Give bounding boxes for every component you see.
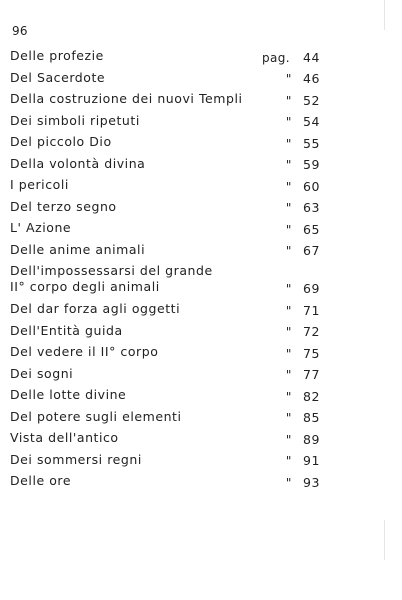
toc-page-number: 60 bbox=[302, 178, 320, 194]
toc-entry-title: Vista dell'antico bbox=[10, 430, 119, 445]
toc-entry bbox=[10, 263, 320, 301]
toc-entry-title: Delle anime animali bbox=[10, 241, 146, 257]
toc-page-number: 75 bbox=[302, 345, 320, 361]
toc-ditto-mark: " bbox=[285, 72, 292, 86]
toc-entry bbox=[10, 409, 320, 431]
toc-entry bbox=[10, 301, 320, 323]
toc-page-number: 72 bbox=[302, 324, 320, 339]
toc-page-number: 63 bbox=[302, 200, 320, 215]
page-number: 96 bbox=[12, 24, 28, 38]
toc-entry-title: Del terzo segno bbox=[10, 198, 117, 214]
toc-entry-title: I pericoli bbox=[10, 177, 69, 192]
toc-entry bbox=[10, 48, 320, 70]
toc-ditto-mark: " bbox=[285, 201, 292, 215]
toc-page-number: 82 bbox=[302, 388, 320, 404]
toc-entry-title: Dei sommersi regni bbox=[10, 451, 142, 467]
toc-ditto-mark: " bbox=[285, 346, 292, 361]
toc-page-number: 52 bbox=[302, 92, 320, 108]
toc-entry-title: Delle lotte divine bbox=[10, 387, 127, 402]
table-of-contents bbox=[10, 48, 320, 495]
scan-margin-line bbox=[384, 520, 385, 560]
toc-ditto-mark: " bbox=[285, 389, 292, 404]
toc-entry bbox=[10, 70, 320, 92]
toc-ditto-mark: " bbox=[285, 115, 292, 129]
toc-ditto-mark: " bbox=[285, 158, 292, 172]
toc-entry-title: Della volontà divina bbox=[10, 155, 146, 171]
toc-entry bbox=[10, 242, 320, 264]
toc-page-number: 59 bbox=[302, 157, 320, 172]
toc-entry bbox=[10, 91, 320, 113]
toc-entry-title: Dell'Entità guida bbox=[10, 322, 123, 338]
scan-margin-line bbox=[384, 0, 385, 30]
toc-entry bbox=[10, 156, 320, 178]
toc-entry-title-line: II° corpo degli animali bbox=[10, 279, 160, 294]
toc-ditto-mark: " bbox=[285, 368, 292, 382]
toc-entry-title: Dei sogni bbox=[10, 365, 74, 381]
toc-ditto-mark: " bbox=[285, 475, 292, 490]
toc-entry-title: Della costruzione dei nuovi Templi bbox=[10, 91, 243, 106]
toc-page-number: 69 bbox=[302, 281, 320, 296]
toc-page-number: 46 bbox=[302, 71, 320, 86]
toc-entry-title-line: Dell'impossessarsi del grande bbox=[10, 263, 213, 278]
toc-entry bbox=[10, 473, 320, 495]
toc-entry bbox=[10, 113, 320, 135]
toc-entry bbox=[10, 452, 320, 474]
toc-page-number: 71 bbox=[302, 302, 320, 318]
toc-entry-title: Delle profezie bbox=[10, 48, 104, 63]
toc-entry bbox=[10, 323, 320, 345]
toc-entry bbox=[10, 134, 320, 156]
toc-ditto-mark: " bbox=[285, 136, 292, 151]
toc-entry-title: Del dar forza agli oggetti bbox=[10, 301, 181, 316]
toc-entry-title: Dei simboli ripetuti bbox=[10, 112, 140, 128]
toc-ditto-mark: " bbox=[285, 303, 292, 318]
toc-entry bbox=[10, 220, 320, 242]
toc-page-number: 54 bbox=[302, 114, 320, 129]
toc-ditto-mark: " bbox=[285, 325, 292, 339]
toc-ditto-mark: " bbox=[285, 432, 292, 447]
toc-ditto-mark: " bbox=[285, 411, 292, 425]
toc-entry-title bbox=[10, 263, 213, 295]
toc-entry-title: Del potere sugli elementi bbox=[10, 408, 182, 424]
toc-page-number: 77 bbox=[302, 367, 320, 382]
toc-entry bbox=[10, 366, 320, 388]
toc-page-number: 44 bbox=[302, 49, 320, 65]
toc-page-number: 55 bbox=[302, 135, 320, 151]
toc-entry-title: Del vedere il II° corpo bbox=[10, 344, 159, 359]
toc-entry bbox=[10, 387, 320, 409]
toc-entry-title: L' Azione bbox=[10, 220, 72, 235]
toc-entry bbox=[10, 430, 320, 452]
toc-page-number: 93 bbox=[302, 474, 320, 490]
toc-entry bbox=[10, 199, 320, 221]
toc-entry-title: Delle ore bbox=[10, 473, 72, 488]
toc-entry bbox=[10, 177, 320, 199]
toc-entry-title: Del Sacerdote bbox=[10, 69, 106, 85]
toc-page-number: 85 bbox=[302, 410, 320, 425]
toc-ditto-mark: " bbox=[285, 179, 292, 194]
toc-page-number: 89 bbox=[302, 431, 320, 447]
toc-entry bbox=[10, 344, 320, 366]
toc-ditto-mark: " bbox=[285, 222, 292, 237]
toc-page-marker: pag. bbox=[261, 50, 290, 65]
toc-page-number: 67 bbox=[302, 243, 320, 258]
toc-ditto-mark: " bbox=[285, 454, 292, 468]
toc-page-number: 65 bbox=[302, 221, 320, 237]
toc-ditto-mark: " bbox=[285, 93, 292, 108]
toc-ditto-mark: " bbox=[285, 244, 292, 258]
toc-page-number: 91 bbox=[302, 453, 320, 468]
toc-entry-title: Del piccolo Dio bbox=[10, 134, 112, 149]
toc-ditto-mark: " bbox=[285, 282, 292, 296]
